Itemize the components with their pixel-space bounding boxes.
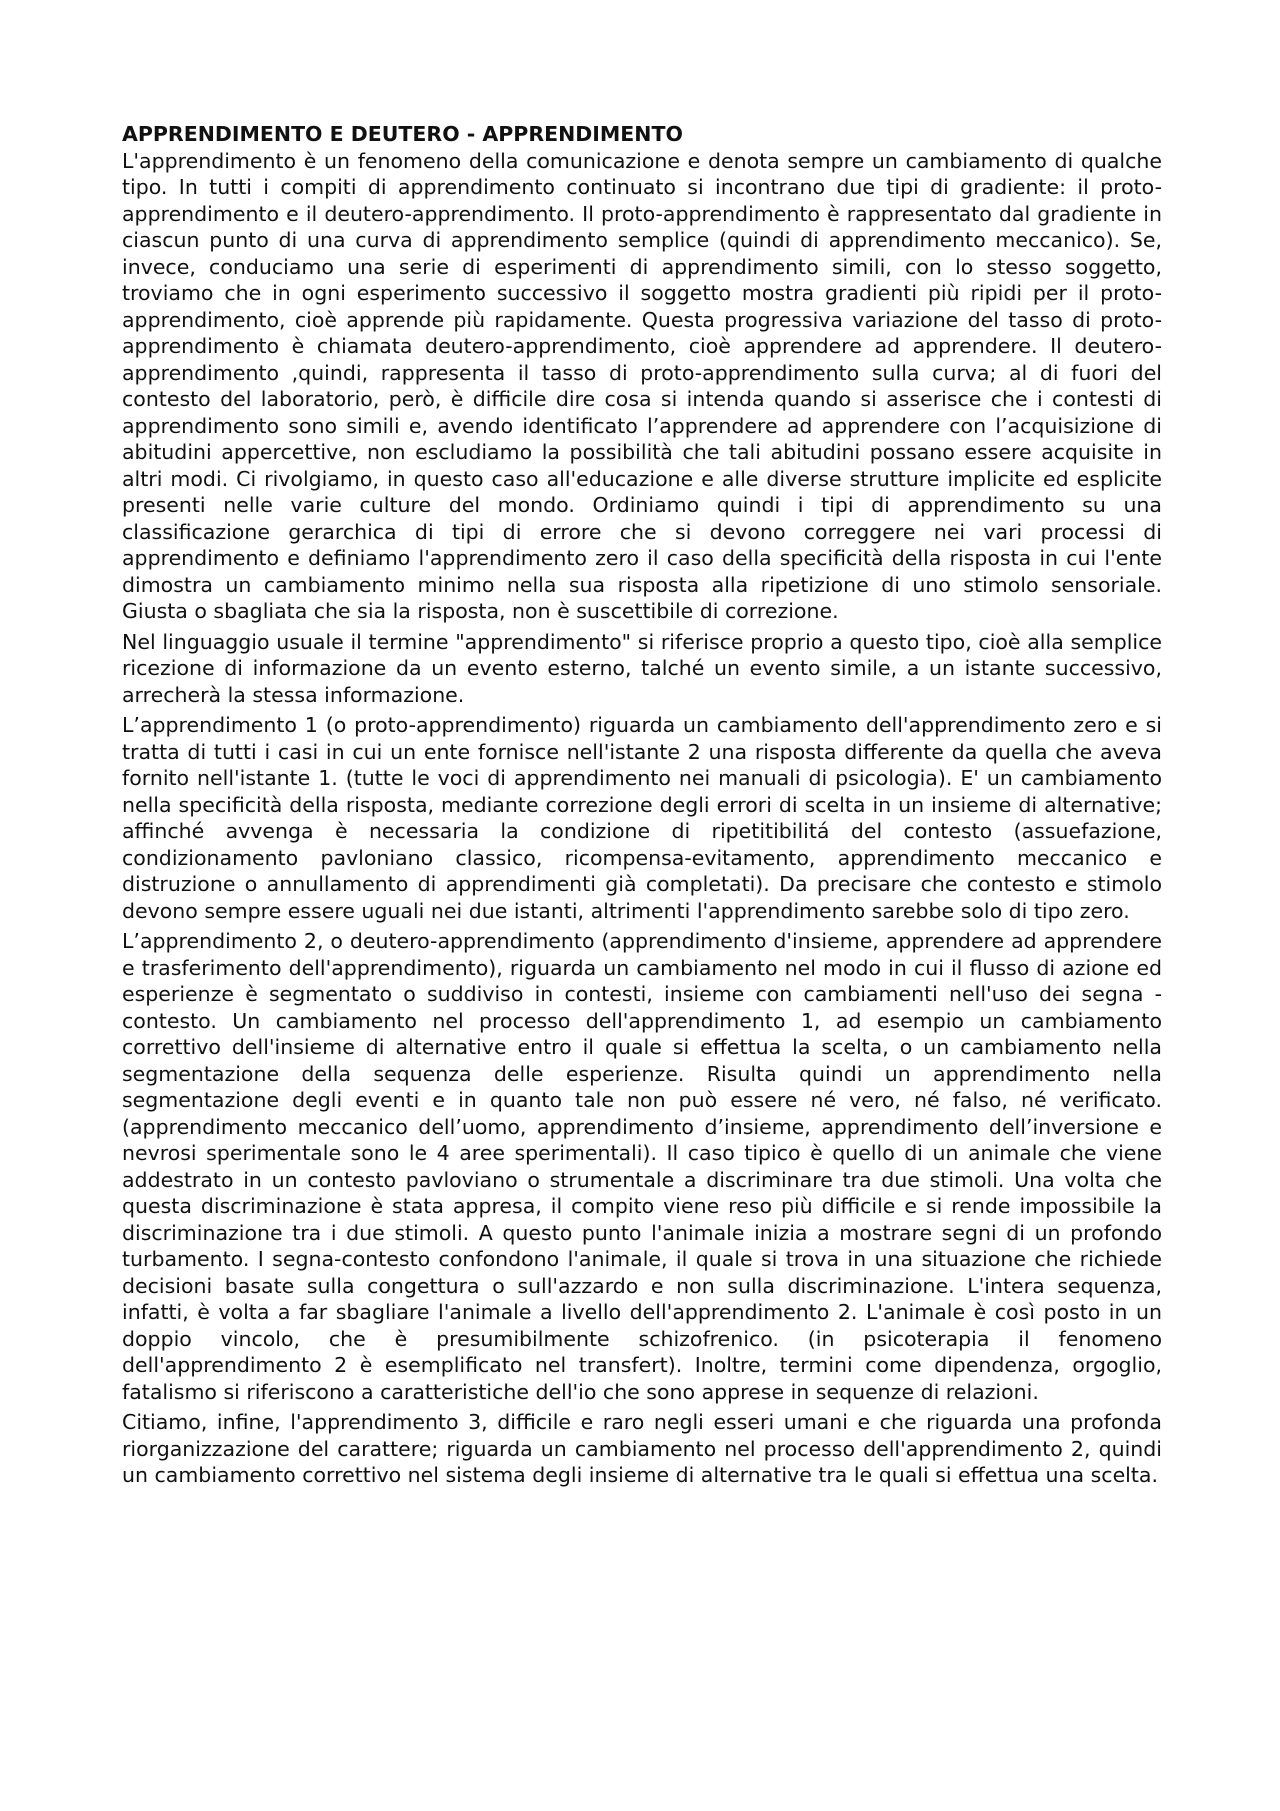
- paragraph-1: L'apprendimento è un fenomeno della comunicazione e denota sempre un cambiamento di qualche tipo. In tutti i compiti di apprendimento continuato si incontrano due tipi di gradiente: il proto-apprendimento e il deutero-apprendimento. Il proto-apprendimento è rappresentato dal gradiente in ciascun punto di una curva di apprendimento semplice (quindi di apprendimento meccanico). Se, invece, conduciamo una serie di esperimenti di apprendimento simili, con lo stesso soggetto, troviamo che in ogni esperimento successivo il soggetto mostra gradienti più ripidi per il proto-apprendimento, cioè apprende più rapidamente. Questa progressiva variazione del tasso di proto-apprendimento è chiamata deutero-apprendimento, cioè apprendere ad apprendere. Il deutero-apprendimento ,quindi, rappresenta il tasso di proto-apprendimento sulla curva; al di fuori del contesto del laboratorio, però, è difficile dire cosa si intenda quando si asserisce che i contesti di apprendimento sono simili e, avendo identificato l’apprendere ad apprendere con l’acquisizione di abitudini appercettive, non escludiamo la possibilità che tali abitudini possano essere acquisite in altri modi. Ci rivolgiamo, in questo caso all'educazione e alle diverse strutture implicite ed esplicite presenti nelle varie culture del mondo. Ordiniamo quindi i tipi di apprendimento su una classificazione gerarchica di tipi di errore che si devono correggere nei vari processi di apprendimento e definiamo l'apprendimento zero il caso della specificità della risposta in cui l'ente dimostra un cambiamento minimo nella sua risposta alla ripetizione di uno stimolo sensoriale. Giusta o sbagliata che sia la risposta, non è suscettibile di correzione.: [122, 148, 1162, 623]
- paragraph-4: L’apprendimento 2, o deutero-apprendimento (apprendimento d'insieme, apprendere ad apprendere e trasferimento dell'apprendimento), riguarda un cambiamento nel modo in cui il flusso di azione ed esperienze è segmentato o suddiviso in contesti, insieme con cambiamenti nell'uso dei segna - contesto. Un cambiamento nel processo dell'apprendimento 1, ad esempio un cambiamento correttivo dell'insieme di alternative entro il quale si effettua la scelta, o un cambiamento nella segmentazione della sequenza delle esperienze. Risulta quindi un apprendimento nella segmentazione degli eventi e in quanto tale non può essere né vero, né falso, né verificato. (apprendimento meccanico dell’uomo, apprendimento d’insieme, apprendimento dell’inversione e nevrosi sperimentale sono le 4 aree sperimentali). Il caso tipico è quello di un animale che viene addestrato in un contesto pavloviano o strumentale a discriminare tra due stimoli. Una volta che questa discriminazione è stata appresa, il compito viene reso più difficile e si rende impossibile la discriminazione tra i due stimoli. A questo punto l'animale inizia a mostrare segni di un profondo turbamento. I segna-contesto confondono l'animale, il quale si trova in una situazione che richiede decisioni basate sulla congettura o sull'azzardo e non sulla discriminazione. L'intera sequenza, infatti, è volta a far sbagliare l'animale a livello dell'apprendimento 2. L'animale è così posto in un doppio vincolo, che è presumibilmente schizofrenico. (in psicoterapia il fenomeno dell'apprendimento 2 è esemplificato nel transfert). Inoltre, termini come dipendenza, orgoglio, fatalismo si riferiscono a caratteristiche dell'io che sono apprese in sequenze di relazioni.: [122, 929, 1162, 1404]
- paragraph-3: L’apprendimento 1 (o proto-apprendimento) riguarda un cambiamento dell'apprendimento zero e si tratta di tutti i casi in cui un ente fornisce nell'istante 2 una risposta differente da quella che aveva fornito nell'istante 1. (tutte le voci di apprendimento nei manuali di psicologia). E' un cambiamento nella specificità della risposta, mediante correzione degli errori di scelta in un insieme di alternative; affinché avvenga è necessaria la condizione di ripetitibilitá del contesto (assuefazione, condizionamento pavloniano classico, ricompensa-evitamento, apprendimento meccanico e distruzione o annullamento di apprendimenti già completati). Da precisare che contesto e stimolo devono sempre essere uguali nei due istanti, altrimenti l'apprendimento sarebbe solo di tipo zero.: [122, 713, 1162, 923]
- document-title: APPRENDIMENTO E DEUTERO - APPRENDIMENTO: [122, 122, 683, 146]
- paragraph-2: Nel linguaggio usuale il termine "apprendimento" si riferisce proprio a questo tipo, cioè alla semplice ricezione di informazione da un evento esterno, talché un evento simile, a un istante successivo, arrecherà la stessa informazione.: [122, 629, 1162, 707]
- paragraph-5: Citiamo, infine, l'apprendimento 3, difficile e raro negli esseri umani e che riguarda una profonda riorganizzazione del carattere; riguarda un cambiamento nel processo dell'apprendimento 2, quindi un cambiamento correttivo nel sistema degli insieme di alternative tra le quali si effettua una scelta.: [122, 1410, 1162, 1487]
- document-page: [122, 121, 1162, 1493]
